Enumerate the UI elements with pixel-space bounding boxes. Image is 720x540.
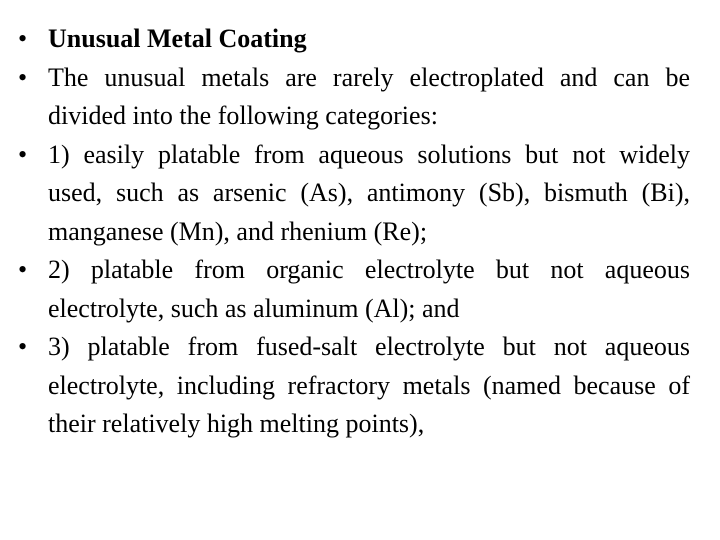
bullet-heading <box>18 20 690 59</box>
bullet-category-3 <box>18 328 690 444</box>
bullet-dot-icon: • <box>18 62 28 92</box>
bullet-dot-icon: • <box>18 255 28 284</box>
bullet-list <box>18 20 690 444</box>
bullet-dot-icon: • <box>18 139 28 169</box>
intro-text: The unusual metals are rarely electroplated and can be divided into the following categories: <box>48 62 690 130</box>
category-2-text: 2) platable from organic electrolyte but not aqueous electrolyte, such as aluminum (Al); and <box>48 255 690 323</box>
bullet-intro <box>18 59 690 136</box>
category-3-text: 3) platable from fused-salt electrolyte but not aqueous electrolyte, including refractory metals (named because of their relatively high melting points), <box>48 332 690 438</box>
bullet-dot-icon: • <box>18 332 28 361</box>
bullet-dot-icon: • <box>18 24 28 53</box>
bullet-category-1 <box>18 136 690 252</box>
category-1-text: 1) easily platable from aqueous solutions but not widely used, such as arsenic (As), antimony (Sb), bismuth (Bi), manganese (Mn), and rhenium (Re); <box>48 139 690 246</box>
heading-text: Unusual Metal Coating <box>48 24 307 53</box>
bullet-category-2 <box>18 251 690 328</box>
